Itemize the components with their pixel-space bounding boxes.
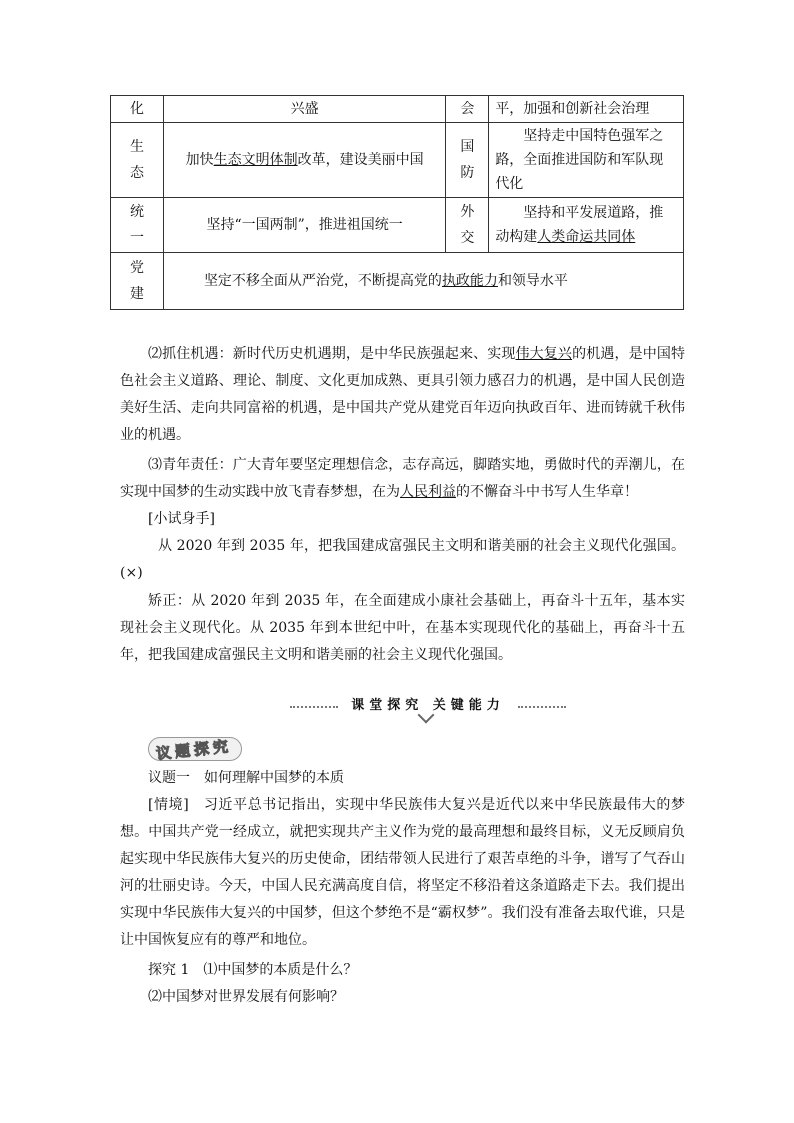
cell-char: 国 (460, 139, 475, 155)
cell-text: 改革，建设美丽中国 (297, 152, 424, 168)
practice-statement: 从 2020 年到 2035 年，把我国建成富强民主文明和谐美丽的社会主义现代化强国。(×) (120, 538, 685, 581)
underlined-term: 执政能力 (441, 273, 498, 289)
table-cell (163, 123, 445, 198)
table-cell (446, 198, 489, 253)
table-cell (489, 198, 684, 253)
cell-text: 坚定不移全面从严治党，不断提高党的 (203, 273, 442, 289)
badge-label: 议题探究 (155, 737, 233, 763)
cell-text: 和领导水平 (497, 273, 568, 289)
table-cell: 平，加强和创新社会治理 (489, 96, 684, 123)
situation-paragraph: [情境] 习近平总书记指出，实现中华民族伟大复兴是近代以来中华民族最伟大的梦想。中国共产党一经成立，就把实现共产主义作为党的最高理想和最终目标，义无反顾肩负起实现中华民族伟大复兴的历史使命，团结带领人民进行了艰苦卓绝的斗争，谱写了气吞山河的壮丽史诗。今天，中国人民充满高度自信，将坚定不移沿着这条道路走下去。我们提出实现中华民族伟大复兴的中国梦，但这个梦绝不是“霸权梦”。我们没有准备去取代谁，只是让中国恢复应有的尊严和地位。 (120, 797, 685, 948)
underlined-term: 生态文明体制 (213, 152, 298, 168)
cell-char: 生 (129, 139, 144, 155)
paragraph-text: ⑵抓住机遇：新时代历史机遇期，是中华民族强起来、实现 (148, 346, 516, 362)
paragraph-opportunity (120, 341, 685, 449)
paragraph-text: ⑶青年责任：广大青年要坚定理想信念，志存高远，脚踏实地，勇做时代的弄潮儿，在实现中国梦的生动实践中放飞青春梦想，在为 (120, 457, 685, 500)
table-row (111, 253, 684, 310)
cell-char: 防 (460, 165, 475, 181)
cell-char: 一 (129, 230, 144, 246)
cell-char: 党 (129, 260, 144, 276)
practice-heading: [小试身手] (148, 511, 215, 527)
banner-divider (290, 706, 338, 712)
banner-divider (518, 706, 566, 712)
section-banner (290, 694, 566, 716)
table-row (111, 198, 684, 253)
paragraph-youth-duty (120, 452, 685, 506)
underlined-term: 人类命运共同体 (537, 229, 636, 245)
cell-text: 坚持和平发展道路，推动构建 (495, 205, 664, 245)
table-cell (111, 123, 164, 198)
cell-char: 态 (129, 165, 144, 181)
cell-char: 建 (129, 286, 144, 302)
table-cell (163, 253, 683, 310)
paragraph-text: 的不懈奋斗中书写人生华章！ (456, 484, 638, 500)
table-cell (446, 123, 489, 198)
table-row (111, 96, 684, 123)
table-cell: 兴盛 (163, 96, 445, 123)
correction-paragraph: 矫正：从 2020 年到 2035 年，在全面建成小康社会基础上，再奋斗十五年，基本实现社会主义现代化。从 2035 年到本世纪中叶，在基本实现现代化的基础上，再奋斗十五年，把我国建成富强民主文明和谐美丽的社会主义现代化强国。 (120, 593, 685, 663)
table-cell (111, 253, 164, 310)
table-row (111, 123, 684, 198)
explore-question-1: 探究 1 ⑴中国梦的本质是什么？ (148, 962, 358, 978)
explore-question-2: ⑵中国梦对世界发展有何影响？ (148, 989, 344, 1005)
cell-text: 加快 (185, 152, 214, 168)
cell-char: 交 (460, 230, 475, 246)
table-cell: 坚持“一国两制”，推进祖国统一 (163, 198, 445, 253)
underlined-term: 伟大复兴 (515, 346, 573, 362)
table-cell (111, 198, 164, 253)
table-cell: 会 (446, 96, 489, 123)
table-cell: 坚持走中国特色强军之路，全面推进国防和军队现代化 (489, 123, 684, 198)
banner-title: 课堂探究 关键能力 (351, 698, 505, 713)
paragraph-text: 的机遇，是中国特色社会主义道路、理论、制度、文化更加成熟、更具引领力感召力的机遇，是中国人民创造美好生活、走向共同富裕的机遇，是中国共产党从建党百年迈向执政百年、进而铸就千秋伟业的机遇。 (120, 346, 686, 443)
topic-badge (148, 735, 240, 763)
cell-char: 外 (460, 204, 475, 220)
cell-char: 统 (129, 204, 144, 220)
underlined-term: 人民利益 (400, 484, 456, 500)
table-cell: 化 (111, 96, 164, 123)
goals-table (110, 95, 684, 310)
topic-heading: 议题一 如何理解中国梦的本质 (148, 770, 344, 786)
